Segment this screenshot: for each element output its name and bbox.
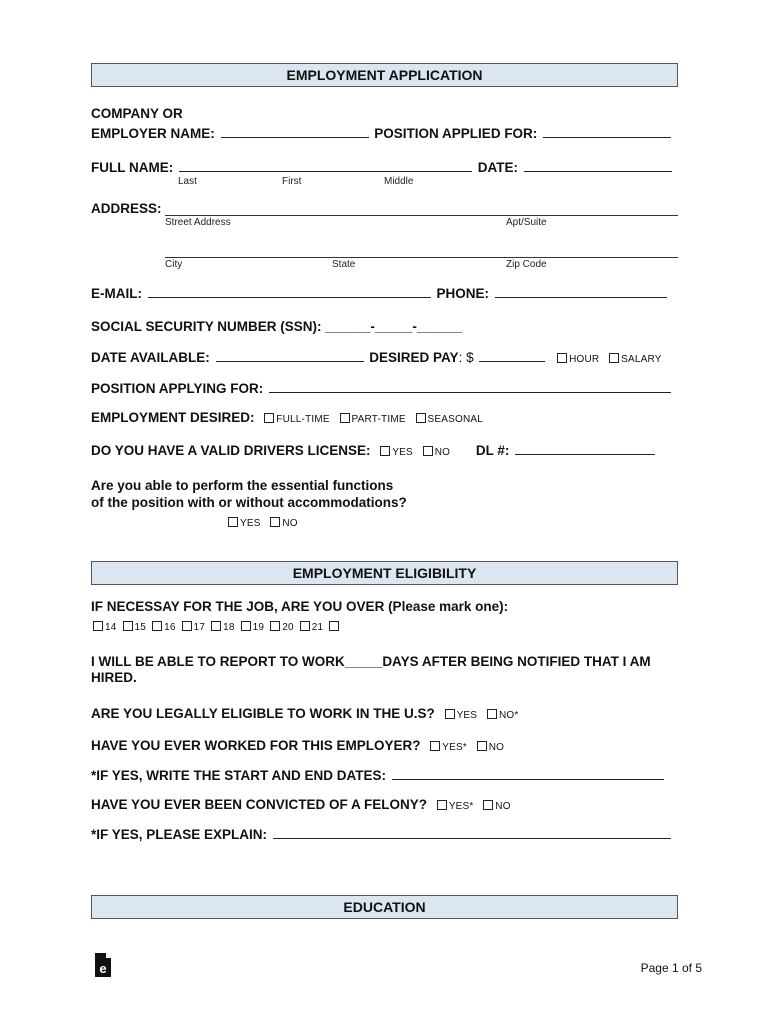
legal-no-checkbox[interactable] [487, 709, 497, 719]
worked-yes-checkbox[interactable] [430, 741, 440, 751]
report-days-field[interactable]: _____ [344, 654, 383, 669]
seasonal-label: SEASONAL [427, 414, 484, 425]
dl-no-checkbox[interactable] [423, 446, 433, 456]
full-name-label: FULL NAME: [91, 160, 174, 175]
age-17-label: 17 [193, 622, 206, 633]
desired-pay-label: DESIRED PAY [369, 350, 459, 365]
age-options [87, 618, 341, 633]
date-available-field[interactable] [216, 349, 364, 362]
legally-eligible-label: ARE YOU LEGALLY ELIGIBLE TO WORK IN THE U.S? [91, 706, 435, 721]
salary-checkbox[interactable] [609, 353, 619, 363]
address-city-field[interactable] [165, 257, 678, 258]
report-line1 [91, 654, 651, 669]
date-field[interactable] [524, 159, 672, 172]
worked-before-label: HAVE YOU EVER WORKED FOR THIS EMPLOYER? [91, 738, 421, 753]
age-question: IF NECESSAY FOR THE JOB, ARE YOU OVER (Please mark one): [91, 599, 509, 614]
age-21-checkbox[interactable] [300, 621, 310, 631]
part-time-label: PART-TIME [351, 414, 406, 425]
dl-yes-checkbox[interactable] [380, 446, 390, 456]
worked-yes-label: YES* [442, 742, 467, 753]
employment-desired-row [91, 410, 483, 425]
essential-yes-label: YES [240, 518, 261, 529]
explain-label: *IF YES, PLEASE EXPLAIN: [91, 827, 268, 842]
explain-row [91, 826, 673, 842]
felony-no-label: NO [495, 801, 511, 812]
felony-yes-checkbox[interactable] [437, 800, 447, 810]
section-education: EDUCATION [91, 895, 678, 919]
age-20-label: 20 [282, 622, 294, 633]
name-first-caption: First [282, 176, 302, 187]
address-label: ADDRESS: [91, 201, 162, 216]
employment-desired-label: EMPLOYMENT DESIRED: [91, 410, 255, 425]
age-15-label: 15 [134, 622, 147, 633]
position-applying-label: POSITION APPLYING FOR: [91, 381, 264, 396]
zip-caption: Zip Code [506, 259, 547, 270]
full-time-checkbox[interactable] [264, 413, 274, 423]
eforms-logo-icon [94, 952, 112, 978]
desired-pay-suffix: : $ [458, 350, 474, 365]
drivers-license-row [91, 442, 657, 458]
felony-row [91, 797, 511, 812]
name-last-caption: Last [178, 176, 197, 187]
drivers-license-label: DO YOU HAVE A VALID DRIVERS LICENSE: [91, 443, 371, 458]
salary-label: SALARY [621, 354, 662, 365]
page-number: Page 1 of 5 [640, 961, 702, 975]
phone-label: PHONE: [436, 286, 490, 301]
age-17-checkbox[interactable] [182, 621, 192, 631]
ssn-field[interactable]: ______-_____-______ [325, 319, 462, 334]
report-line2: HIRED. [91, 670, 137, 685]
hour-label: HOUR [569, 354, 600, 365]
company-label: COMPANY OR [91, 106, 183, 121]
essential-yes-checkbox[interactable] [228, 517, 238, 527]
age-15-checkbox[interactable] [123, 621, 133, 631]
position-applied-field[interactable] [543, 125, 671, 138]
part-time-checkbox[interactable] [340, 413, 350, 423]
essential-functions-options [222, 514, 298, 529]
position-applied-label: POSITION APPLIED FOR: [374, 126, 538, 141]
full-name-row [91, 159, 674, 175]
legally-eligible-row [91, 706, 518, 721]
email-field[interactable] [148, 285, 431, 298]
legal-no-label: NO* [498, 710, 519, 721]
felony-yes-label: YES* [448, 801, 474, 812]
email-row [91, 285, 669, 301]
essential-functions-line1: Are you able to perform the essential functions [91, 478, 394, 493]
full-time-label: FULL-TIME [276, 414, 330, 425]
ssn-row [91, 319, 462, 334]
age-16-checkbox[interactable] [152, 621, 162, 631]
phone-field[interactable] [495, 285, 667, 298]
city-caption: City [165, 259, 183, 270]
position-applying-row [91, 380, 673, 396]
report-label-b: DAYS AFTER BEING NOTIFIED THAT I AM [382, 654, 651, 669]
worked-before-row [91, 738, 504, 753]
email-label: E-MAIL: [91, 286, 142, 301]
felony-label: HAVE YOU EVER BEEN CONVICTED OF A FELONY? [91, 797, 428, 812]
state-caption: State [332, 259, 356, 270]
address-street-field[interactable] [165, 215, 678, 216]
apt-caption: Apt/Suite [506, 217, 547, 228]
seasonal-checkbox[interactable] [416, 413, 426, 423]
hour-checkbox[interactable] [557, 353, 567, 363]
full-name-field[interactable] [179, 159, 472, 172]
employer-name-field[interactable] [221, 125, 369, 138]
section-employment-eligibility: EMPLOYMENT ELIGIBILITY [91, 561, 678, 585]
name-middle-caption: Middle [384, 176, 414, 187]
essential-no-checkbox[interactable] [270, 517, 280, 527]
company-row [91, 125, 673, 141]
availability-row [91, 349, 662, 365]
desired-pay-field[interactable] [479, 349, 545, 362]
report-label-a: I WILL BE ABLE TO REPORT TO WORK [91, 654, 345, 669]
worked-no-label: NO [488, 742, 505, 753]
date-available-label: DATE AVAILABLE: [91, 350, 210, 365]
dl-yes-label: YES [392, 447, 413, 458]
svg-text:e: e [99, 961, 107, 976]
explain-field[interactable] [273, 826, 671, 839]
age-20-checkbox[interactable] [270, 621, 280, 631]
essential-no-label: NO [282, 518, 298, 529]
age-16-label: 16 [164, 622, 176, 633]
legal-yes-label: YES [456, 710, 478, 721]
age-18-checkbox[interactable] [211, 621, 221, 631]
start-end-row [91, 767, 666, 783]
dl-no-label: NO [434, 447, 451, 458]
age-19-label: 19 [252, 622, 265, 633]
essential-functions-line2: of the position with or without accommodations? [91, 495, 407, 510]
street-caption: Street Address [165, 217, 231, 228]
worked-no-checkbox[interactable] [477, 741, 487, 751]
age-21-label: 21 [311, 622, 324, 633]
date-label: DATE: [477, 160, 519, 175]
ssn-label: SOCIAL SECURITY NUMBER (SSN): [91, 319, 322, 334]
dl-number-field[interactable] [515, 442, 655, 455]
age-19-checkbox[interactable] [241, 621, 251, 631]
age-14-checkbox[interactable] [93, 621, 103, 631]
age-18-label: 18 [223, 622, 235, 633]
age-extra-checkbox[interactable] [329, 621, 339, 631]
start-end-field[interactable] [392, 767, 664, 780]
dl-number-label: DL #: [475, 443, 510, 458]
employer-name-label: EMPLOYER NAME: [91, 126, 215, 141]
legal-yes-checkbox[interactable] [445, 709, 455, 719]
section-employment-application: EMPLOYMENT APPLICATION [91, 63, 678, 87]
position-applying-field[interactable] [269, 380, 671, 393]
age-14-label: 14 [105, 622, 117, 633]
start-end-label: *IF YES, WRITE THE START AND END DATES: [91, 768, 387, 783]
felony-no-checkbox[interactable] [483, 800, 493, 810]
